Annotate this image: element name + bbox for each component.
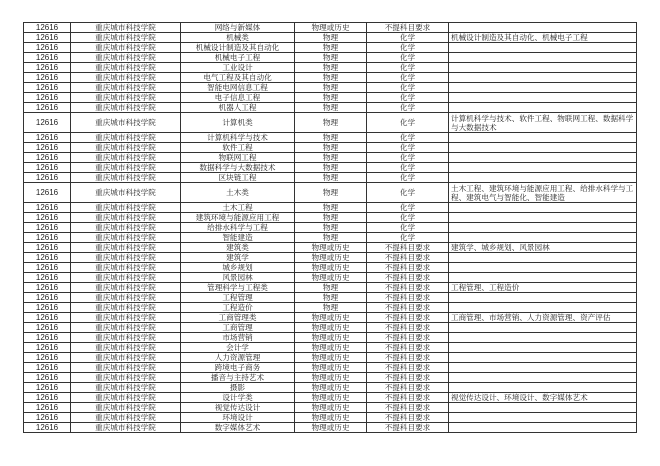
school-code-cell: 12616 bbox=[24, 103, 71, 113]
second-subject-cell: 化学 bbox=[367, 223, 449, 233]
first-subject-cell: 物理或历史 bbox=[295, 23, 367, 33]
major-cell: 摄影 bbox=[181, 383, 295, 393]
second-subject-cell: 化学 bbox=[367, 53, 449, 63]
included-majors-cell bbox=[449, 413, 637, 423]
school-name-cell: 重庆城市科技学院 bbox=[71, 203, 181, 213]
table-row bbox=[24, 403, 637, 413]
first-subject-cell: 物理 bbox=[295, 173, 367, 183]
school-name-cell: 重庆城市科技学院 bbox=[71, 103, 181, 113]
included-majors-cell bbox=[449, 93, 637, 103]
school-name-cell: 重庆城市科技学院 bbox=[71, 273, 181, 283]
first-subject-cell: 物理 bbox=[295, 283, 367, 293]
first-subject-cell: 物理 bbox=[295, 293, 367, 303]
second-subject-cell: 不提科目要求 bbox=[367, 323, 449, 333]
first-subject-cell: 物理或历史 bbox=[295, 333, 367, 343]
table-row bbox=[24, 273, 637, 283]
first-subject-cell: 物理或历史 bbox=[295, 323, 367, 333]
school-name-cell: 重庆城市科技学院 bbox=[71, 183, 181, 203]
major-cell: 数字媒体艺术 bbox=[181, 423, 295, 433]
included-majors-cell bbox=[449, 323, 637, 333]
major-cell: 土木工程 bbox=[181, 203, 295, 213]
major-cell: 工程管理 bbox=[181, 293, 295, 303]
school-code-cell: 12616 bbox=[24, 343, 71, 353]
second-subject-cell: 不提科目要求 bbox=[367, 373, 449, 383]
school-name-cell: 重庆城市科技学院 bbox=[71, 263, 181, 273]
major-cell: 电气工程及其自动化 bbox=[181, 73, 295, 83]
school-name-cell: 重庆城市科技学院 bbox=[71, 423, 181, 433]
table-row bbox=[24, 63, 637, 73]
included-majors-cell bbox=[449, 143, 637, 153]
school-name-cell: 重庆城市科技学院 bbox=[71, 63, 181, 73]
table-row bbox=[24, 83, 637, 93]
included-majors-cell: 计算机科学与技术、软件工程、物联网工程、数据科学与大数据技术 bbox=[449, 113, 637, 133]
school-code-cell: 12616 bbox=[24, 143, 71, 153]
included-majors-cell bbox=[449, 223, 637, 233]
major-cell: 机械类 bbox=[181, 33, 295, 43]
included-majors-cell bbox=[449, 103, 637, 113]
school-name-cell: 重庆城市科技学院 bbox=[71, 223, 181, 233]
first-subject-cell: 物理 bbox=[295, 43, 367, 53]
first-subject-cell: 物理或历史 bbox=[295, 413, 367, 423]
table-row bbox=[24, 203, 637, 213]
school-name-cell: 重庆城市科技学院 bbox=[71, 333, 181, 343]
school-code-cell: 12616 bbox=[24, 33, 71, 43]
table-row bbox=[24, 383, 637, 393]
first-subject-cell: 物理 bbox=[295, 63, 367, 73]
table-row bbox=[24, 93, 637, 103]
first-subject-cell: 物理 bbox=[295, 103, 367, 113]
school-code-cell: 12616 bbox=[24, 313, 71, 323]
school-name-cell: 重庆城市科技学院 bbox=[71, 283, 181, 293]
school-code-cell: 12616 bbox=[24, 273, 71, 283]
second-subject-cell: 化学 bbox=[367, 153, 449, 163]
major-cell: 市场营销 bbox=[181, 333, 295, 343]
first-subject-cell: 物理 bbox=[295, 183, 367, 203]
school-code-cell: 12616 bbox=[24, 353, 71, 363]
major-cell: 软件工程 bbox=[181, 143, 295, 153]
included-majors-cell bbox=[449, 353, 637, 363]
second-subject-cell: 化学 bbox=[367, 203, 449, 213]
school-name-cell: 重庆城市科技学院 bbox=[71, 53, 181, 63]
table-row bbox=[24, 363, 637, 373]
school-code-cell: 12616 bbox=[24, 53, 71, 63]
school-code-cell: 12616 bbox=[24, 223, 71, 233]
first-subject-cell: 物理或历史 bbox=[295, 383, 367, 393]
included-majors-cell bbox=[449, 83, 637, 93]
school-code-cell: 12616 bbox=[24, 383, 71, 393]
included-majors-cell bbox=[449, 23, 637, 33]
first-subject-cell: 物理 bbox=[295, 203, 367, 213]
major-cell: 城乡规划 bbox=[181, 263, 295, 273]
school-name-cell: 重庆城市科技学院 bbox=[71, 413, 181, 423]
second-subject-cell: 化学 bbox=[367, 233, 449, 243]
table-row bbox=[24, 43, 637, 53]
school-name-cell: 重庆城市科技学院 bbox=[71, 83, 181, 93]
school-code-cell: 12616 bbox=[24, 163, 71, 173]
second-subject-cell: 不提科目要求 bbox=[367, 383, 449, 393]
table-row bbox=[24, 293, 637, 303]
major-cell: 区块链工程 bbox=[181, 173, 295, 183]
second-subject-cell: 不提科目要求 bbox=[367, 363, 449, 373]
first-subject-cell: 物理或历史 bbox=[295, 313, 367, 323]
included-majors-cell bbox=[449, 163, 637, 173]
first-subject-cell: 物理 bbox=[295, 33, 367, 43]
school-code-cell: 12616 bbox=[24, 323, 71, 333]
first-subject-cell: 物理 bbox=[295, 143, 367, 153]
table-row bbox=[24, 113, 637, 133]
second-subject-cell: 不提科目要求 bbox=[367, 283, 449, 293]
table-row bbox=[24, 213, 637, 223]
school-name-cell: 重庆城市科技学院 bbox=[71, 373, 181, 383]
table-row bbox=[24, 413, 637, 423]
school-code-cell: 12616 bbox=[24, 403, 71, 413]
included-majors-cell bbox=[449, 373, 637, 383]
second-subject-cell: 不提科目要求 bbox=[367, 243, 449, 253]
second-subject-cell: 化学 bbox=[367, 133, 449, 143]
school-name-cell: 重庆城市科技学院 bbox=[71, 153, 181, 163]
second-subject-cell: 不提科目要求 bbox=[367, 313, 449, 323]
school-code-cell: 12616 bbox=[24, 23, 71, 33]
school-code-cell: 12616 bbox=[24, 303, 71, 313]
first-subject-cell: 物理 bbox=[295, 113, 367, 133]
school-code-cell: 12616 bbox=[24, 263, 71, 273]
major-cell: 建筑类 bbox=[181, 243, 295, 253]
first-subject-cell: 物理 bbox=[295, 223, 367, 233]
school-name-cell: 重庆城市科技学院 bbox=[71, 43, 181, 53]
school-name-cell: 重庆城市科技学院 bbox=[71, 173, 181, 183]
first-subject-cell: 物理 bbox=[295, 233, 367, 243]
included-majors-cell bbox=[449, 343, 637, 353]
included-majors-cell: 视觉传达设计、环境设计、数字媒体艺术 bbox=[449, 393, 637, 403]
first-subject-cell: 物理 bbox=[295, 163, 367, 173]
school-name-cell: 重庆城市科技学院 bbox=[71, 403, 181, 413]
major-cell: 播音与主持艺术 bbox=[181, 373, 295, 383]
major-cell: 土木类 bbox=[181, 183, 295, 203]
major-cell: 计算机类 bbox=[181, 113, 295, 133]
included-majors-cell bbox=[449, 333, 637, 343]
second-subject-cell: 不提科目要求 bbox=[367, 293, 449, 303]
second-subject-cell: 不提科目要求 bbox=[367, 253, 449, 263]
major-cell: 工业设计 bbox=[181, 63, 295, 73]
school-code-cell: 12616 bbox=[24, 363, 71, 373]
included-majors-cell bbox=[449, 383, 637, 393]
school-name-cell: 重庆城市科技学院 bbox=[71, 343, 181, 353]
second-subject-cell: 化学 bbox=[367, 173, 449, 183]
second-subject-cell: 化学 bbox=[367, 213, 449, 223]
first-subject-cell: 物理或历史 bbox=[295, 353, 367, 363]
second-subject-cell: 不提科目要求 bbox=[367, 353, 449, 363]
first-subject-cell: 物理或历史 bbox=[295, 403, 367, 413]
major-cell: 人力资源管理 bbox=[181, 353, 295, 363]
school-code-cell: 12616 bbox=[24, 63, 71, 73]
table-row bbox=[24, 373, 637, 383]
included-majors-cell bbox=[449, 153, 637, 163]
school-name-cell: 重庆城市科技学院 bbox=[71, 393, 181, 403]
table-row bbox=[24, 423, 637, 433]
major-cell: 工商管理 bbox=[181, 323, 295, 333]
second-subject-cell: 化学 bbox=[367, 113, 449, 133]
major-cell: 智能电网信息工程 bbox=[181, 83, 295, 93]
major-cell: 跨境电子商务 bbox=[181, 363, 295, 373]
table-row bbox=[24, 73, 637, 83]
major-cell: 机器人工程 bbox=[181, 103, 295, 113]
second-subject-cell: 不提科目要求 bbox=[367, 303, 449, 313]
major-cell: 智能建造 bbox=[181, 233, 295, 243]
second-subject-cell: 化学 bbox=[367, 73, 449, 83]
second-subject-cell: 化学 bbox=[367, 93, 449, 103]
first-subject-cell: 物理或历史 bbox=[295, 363, 367, 373]
second-subject-cell: 化学 bbox=[367, 63, 449, 73]
school-code-cell: 12616 bbox=[24, 73, 71, 83]
table-row bbox=[24, 343, 637, 353]
table-row bbox=[24, 323, 637, 333]
school-code-cell: 12616 bbox=[24, 213, 71, 223]
table-row bbox=[24, 313, 637, 323]
included-majors-cell bbox=[449, 53, 637, 63]
major-cell: 给排水科学与工程 bbox=[181, 223, 295, 233]
school-code-cell: 12616 bbox=[24, 153, 71, 163]
school-name-cell: 重庆城市科技学院 bbox=[71, 133, 181, 143]
second-subject-cell: 不提科目要求 bbox=[367, 263, 449, 273]
major-cell: 建筑环境与能源应用工程 bbox=[181, 213, 295, 223]
second-subject-cell: 化学 bbox=[367, 103, 449, 113]
included-majors-cell bbox=[449, 293, 637, 303]
second-subject-cell: 不提科目要求 bbox=[367, 343, 449, 353]
included-majors-cell bbox=[449, 203, 637, 213]
included-majors-cell bbox=[449, 73, 637, 83]
school-code-cell: 12616 bbox=[24, 253, 71, 263]
school-code-cell: 12616 bbox=[24, 83, 71, 93]
school-name-cell: 重庆城市科技学院 bbox=[71, 93, 181, 103]
school-code-cell: 12616 bbox=[24, 43, 71, 53]
included-majors-cell bbox=[449, 173, 637, 183]
school-code-cell: 12616 bbox=[24, 133, 71, 143]
included-majors-cell bbox=[449, 273, 637, 283]
school-name-cell: 重庆城市科技学院 bbox=[71, 313, 181, 323]
school-name-cell: 重庆城市科技学院 bbox=[71, 73, 181, 83]
major-cell: 网络与新媒体 bbox=[181, 23, 295, 33]
table-row bbox=[24, 133, 637, 143]
school-code-cell: 12616 bbox=[24, 413, 71, 423]
first-subject-cell: 物理或历史 bbox=[295, 393, 367, 403]
school-name-cell: 重庆城市科技学院 bbox=[71, 23, 181, 33]
school-name-cell: 重庆城市科技学院 bbox=[71, 243, 181, 253]
table-row bbox=[24, 173, 637, 183]
table-row bbox=[24, 243, 637, 253]
included-majors-cell: 工程管理、工程造价 bbox=[449, 283, 637, 293]
first-subject-cell: 物理或历史 bbox=[295, 373, 367, 383]
second-subject-cell: 不提科目要求 bbox=[367, 23, 449, 33]
school-name-cell: 重庆城市科技学院 bbox=[71, 33, 181, 43]
included-majors-cell bbox=[449, 263, 637, 273]
school-name-cell: 重庆城市科技学院 bbox=[71, 353, 181, 363]
major-cell: 会计学 bbox=[181, 343, 295, 353]
major-cell: 建筑学 bbox=[181, 253, 295, 263]
school-name-cell: 重庆城市科技学院 bbox=[71, 293, 181, 303]
first-subject-cell: 物理 bbox=[295, 153, 367, 163]
included-majors-cell bbox=[449, 133, 637, 143]
school-name-cell: 重庆城市科技学院 bbox=[71, 253, 181, 263]
school-name-cell: 重庆城市科技学院 bbox=[71, 303, 181, 313]
second-subject-cell: 不提科目要求 bbox=[367, 423, 449, 433]
school-code-cell: 12616 bbox=[24, 233, 71, 243]
table-row bbox=[24, 393, 637, 403]
major-cell: 环境设计 bbox=[181, 413, 295, 423]
table-body bbox=[24, 23, 637, 433]
major-cell: 风景园林 bbox=[181, 273, 295, 283]
major-cell: 电子信息工程 bbox=[181, 93, 295, 103]
first-subject-cell: 物理或历史 bbox=[295, 343, 367, 353]
included-majors-cell: 土木工程、建筑环境与能源应用工程、给排水科学与工程、建筑电气与智能化、智能建造 bbox=[449, 183, 637, 203]
second-subject-cell: 不提科目要求 bbox=[367, 403, 449, 413]
table-row bbox=[24, 253, 637, 263]
included-majors-cell bbox=[449, 363, 637, 373]
table-row bbox=[24, 353, 637, 363]
table-row bbox=[24, 283, 637, 293]
first-subject-cell: 物理或历史 bbox=[295, 273, 367, 283]
school-code-cell: 12616 bbox=[24, 203, 71, 213]
table-row bbox=[24, 163, 637, 173]
major-cell: 工程造价 bbox=[181, 303, 295, 313]
school-code-cell: 12616 bbox=[24, 393, 71, 403]
major-cell: 机械设计制造及其自动化 bbox=[181, 43, 295, 53]
second-subject-cell: 不提科目要求 bbox=[367, 333, 449, 343]
school-name-cell: 重庆城市科技学院 bbox=[71, 233, 181, 243]
second-subject-cell: 不提科目要求 bbox=[367, 273, 449, 283]
school-code-cell: 12616 bbox=[24, 183, 71, 203]
first-subject-cell: 物理 bbox=[295, 133, 367, 143]
school-name-cell: 重庆城市科技学院 bbox=[71, 213, 181, 223]
major-cell: 视觉传达设计 bbox=[181, 403, 295, 413]
first-subject-cell: 物理 bbox=[295, 93, 367, 103]
included-majors-cell: 建筑学、城乡规划、风景园林 bbox=[449, 243, 637, 253]
second-subject-cell: 化学 bbox=[367, 43, 449, 53]
major-cell: 工商管理类 bbox=[181, 313, 295, 323]
second-subject-cell: 化学 bbox=[367, 33, 449, 43]
school-code-cell: 12616 bbox=[24, 333, 71, 343]
table-row bbox=[24, 333, 637, 343]
included-majors-cell bbox=[449, 233, 637, 243]
second-subject-cell: 化学 bbox=[367, 143, 449, 153]
major-cell: 数据科学与大数据技术 bbox=[181, 163, 295, 173]
first-subject-cell: 物理 bbox=[295, 213, 367, 223]
included-majors-cell bbox=[449, 213, 637, 223]
major-cell: 管理科学与工程类 bbox=[181, 283, 295, 293]
second-subject-cell: 不提科目要求 bbox=[367, 413, 449, 423]
table-row bbox=[24, 263, 637, 273]
table-row bbox=[24, 53, 637, 63]
second-subject-cell: 化学 bbox=[367, 183, 449, 203]
first-subject-cell: 物理 bbox=[295, 303, 367, 313]
school-name-cell: 重庆城市科技学院 bbox=[71, 363, 181, 373]
table-row bbox=[24, 223, 637, 233]
subject-requirements-table bbox=[23, 22, 637, 433]
school-name-cell: 重庆城市科技学院 bbox=[71, 163, 181, 173]
included-majors-cell bbox=[449, 253, 637, 263]
school-name-cell: 重庆城市科技学院 bbox=[71, 383, 181, 393]
school-code-cell: 12616 bbox=[24, 93, 71, 103]
included-majors-cell bbox=[449, 403, 637, 413]
table-row bbox=[24, 153, 637, 163]
second-subject-cell: 化学 bbox=[367, 83, 449, 93]
school-name-cell: 重庆城市科技学院 bbox=[71, 143, 181, 153]
table-row bbox=[24, 143, 637, 153]
included-majors-cell bbox=[449, 423, 637, 433]
included-majors-cell bbox=[449, 43, 637, 53]
table-row bbox=[24, 23, 637, 33]
table-row bbox=[24, 233, 637, 243]
table-row bbox=[24, 303, 637, 313]
first-subject-cell: 物理或历史 bbox=[295, 263, 367, 273]
included-majors-cell bbox=[449, 63, 637, 73]
first-subject-cell: 物理或历史 bbox=[295, 243, 367, 253]
second-subject-cell: 化学 bbox=[367, 163, 449, 173]
school-code-cell: 12616 bbox=[24, 373, 71, 383]
school-code-cell: 12616 bbox=[24, 283, 71, 293]
first-subject-cell: 物理或历史 bbox=[295, 253, 367, 263]
major-cell: 机械电子工程 bbox=[181, 53, 295, 63]
first-subject-cell: 物理或历史 bbox=[295, 423, 367, 433]
school-code-cell: 12616 bbox=[24, 113, 71, 133]
included-majors-cell: 机械设计制造及其自动化、机械电子工程 bbox=[449, 33, 637, 43]
table-row bbox=[24, 103, 637, 113]
school-name-cell: 重庆城市科技学院 bbox=[71, 323, 181, 333]
major-cell: 计算机科学与技术 bbox=[181, 133, 295, 143]
included-majors-cell bbox=[449, 303, 637, 313]
first-subject-cell: 物理 bbox=[295, 53, 367, 63]
major-cell: 设计学类 bbox=[181, 393, 295, 403]
included-majors-cell: 工商管理、市场营销、人力资源管理、资产评估 bbox=[449, 313, 637, 323]
table-row bbox=[24, 33, 637, 43]
first-subject-cell: 物理 bbox=[295, 83, 367, 93]
second-subject-cell: 不提科目要求 bbox=[367, 393, 449, 403]
school-name-cell: 重庆城市科技学院 bbox=[71, 113, 181, 133]
school-code-cell: 12616 bbox=[24, 173, 71, 183]
school-code-cell: 12616 bbox=[24, 423, 71, 433]
school-code-cell: 12616 bbox=[24, 243, 71, 253]
school-code-cell: 12616 bbox=[24, 293, 71, 303]
major-cell: 物联网工程 bbox=[181, 153, 295, 163]
first-subject-cell: 物理 bbox=[295, 73, 367, 83]
table-row bbox=[24, 183, 637, 203]
